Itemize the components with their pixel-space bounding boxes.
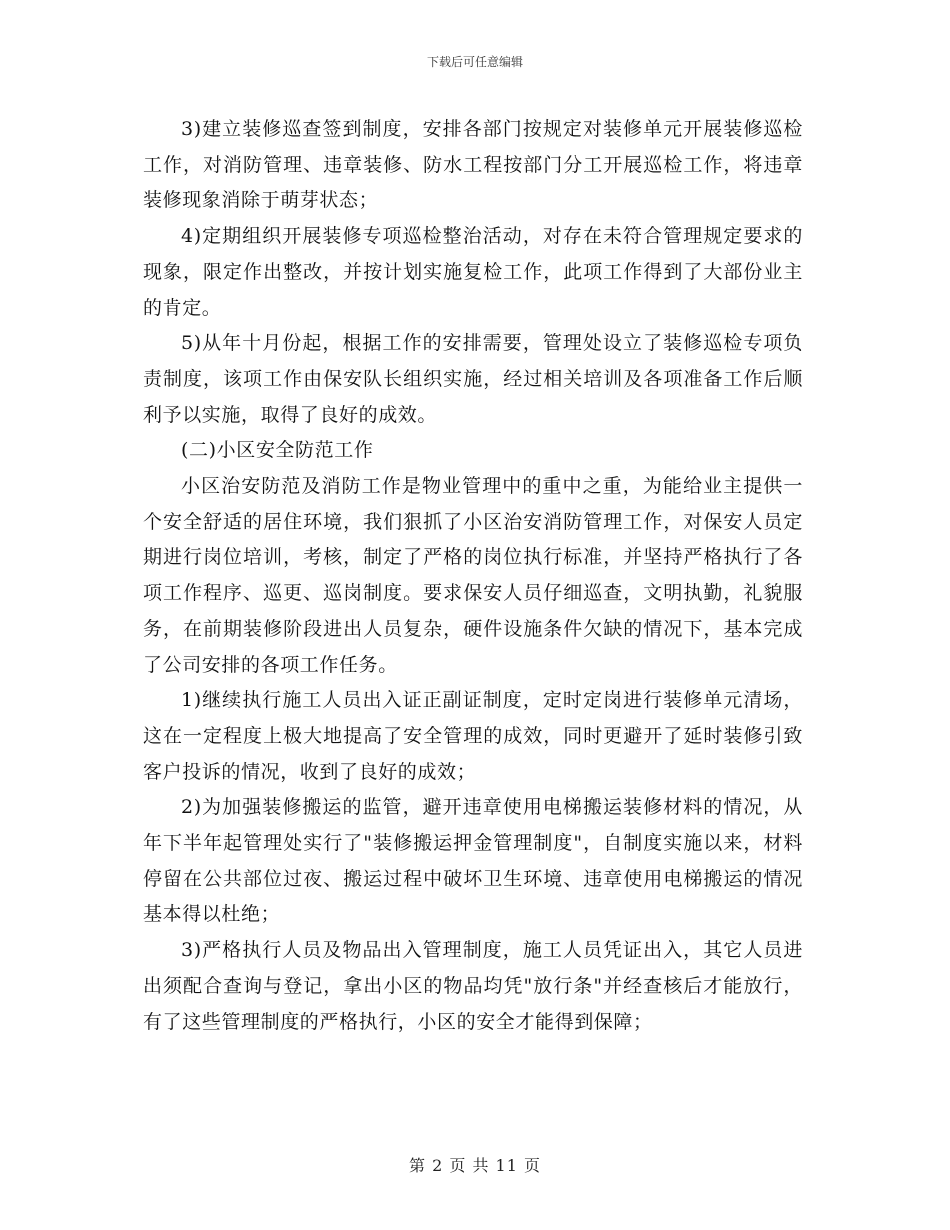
section-heading-security: (二)小区安全防范工作 xyxy=(181,439,374,462)
paragraph-item-4-special-inspection: 4)定期组织开展装修专项巡检整治活动，对存在未符合管理规定要求的现象，限定作出整改，并按计划实施复检工作，此项工作得到了大部份业主的肯定。 xyxy=(143,225,803,319)
document-body xyxy=(143,112,803,1040)
paragraph-item-5-responsibility-system: 5)从年十月份起，根据工作的安排需要，管理处设立了装修巡检专项负责制度，该项工作由保安队长组织实施，经过相关培训及各项准备工作后顺利予以实施，取得了良好的成效。 xyxy=(143,332,803,426)
page-header: 下载后可任意编辑 xyxy=(426,55,523,69)
paragraph-security-overview: 小区治安防范及消防工作是物业管理中的重中之重，为能给业主提供一个安全舒适的居住环境，我们狠抓了小区治安消防管理工作，对保安人员定期进行岗位培训，考核，制定了严格的岗位执行标准，并坚持严格执行了各项工作程序、巡更、巡岗制度。要求保安人员仔细巡查，文明执勤，礼貌服务，在前期装修阶段进出人员复杂，硬件设施条件欠缺的情况下，基本完成了公司安排的各项工作任务。 xyxy=(143,475,803,676)
page-footer: 第 2 页 共 11 页 xyxy=(409,1156,541,1175)
paragraph-item-3-inspection-signin: 3)建立装修巡查签到制度，安排各部门按规定对装修单元开展装修巡检工作，对消防管理、违章装修、防水工程按部门分工开展巡检工作，将违章装修现象消除于萌芽状态； xyxy=(143,118,803,212)
paragraph-item-1-access-pass: 1)继续执行施工人员出入证正副证制度，定时定岗进行装修单元清场，这在一定程度上极大地提高了安全管理的成效，同时更避开了延时装修引致客户投诉的情况，收到了良好的成效； xyxy=(143,689,803,783)
paragraph-item-2-transport-deposit: 2)为加强装修搬运的监管，避开违章使用电梯搬运装修材料的情况，从年下半年起管理处实行了"装修搬运押金管理制度"，自制度实施以来，材料停留在公共部位过夜、搬运过程中破坏卫生环境、违章使用电梯搬运的情况基本得以杜绝； xyxy=(143,796,803,926)
paragraph-item-3-entry-exit: 3)严格执行人员及物品出入管理制度，施工人员凭证出入，其它人员进出须配合查询与登记，拿出小区的物品均凭"放行条"并经查核后才能放行，有了这些管理制度的严格执行，小区的安全才能得到保障； xyxy=(143,939,803,1033)
